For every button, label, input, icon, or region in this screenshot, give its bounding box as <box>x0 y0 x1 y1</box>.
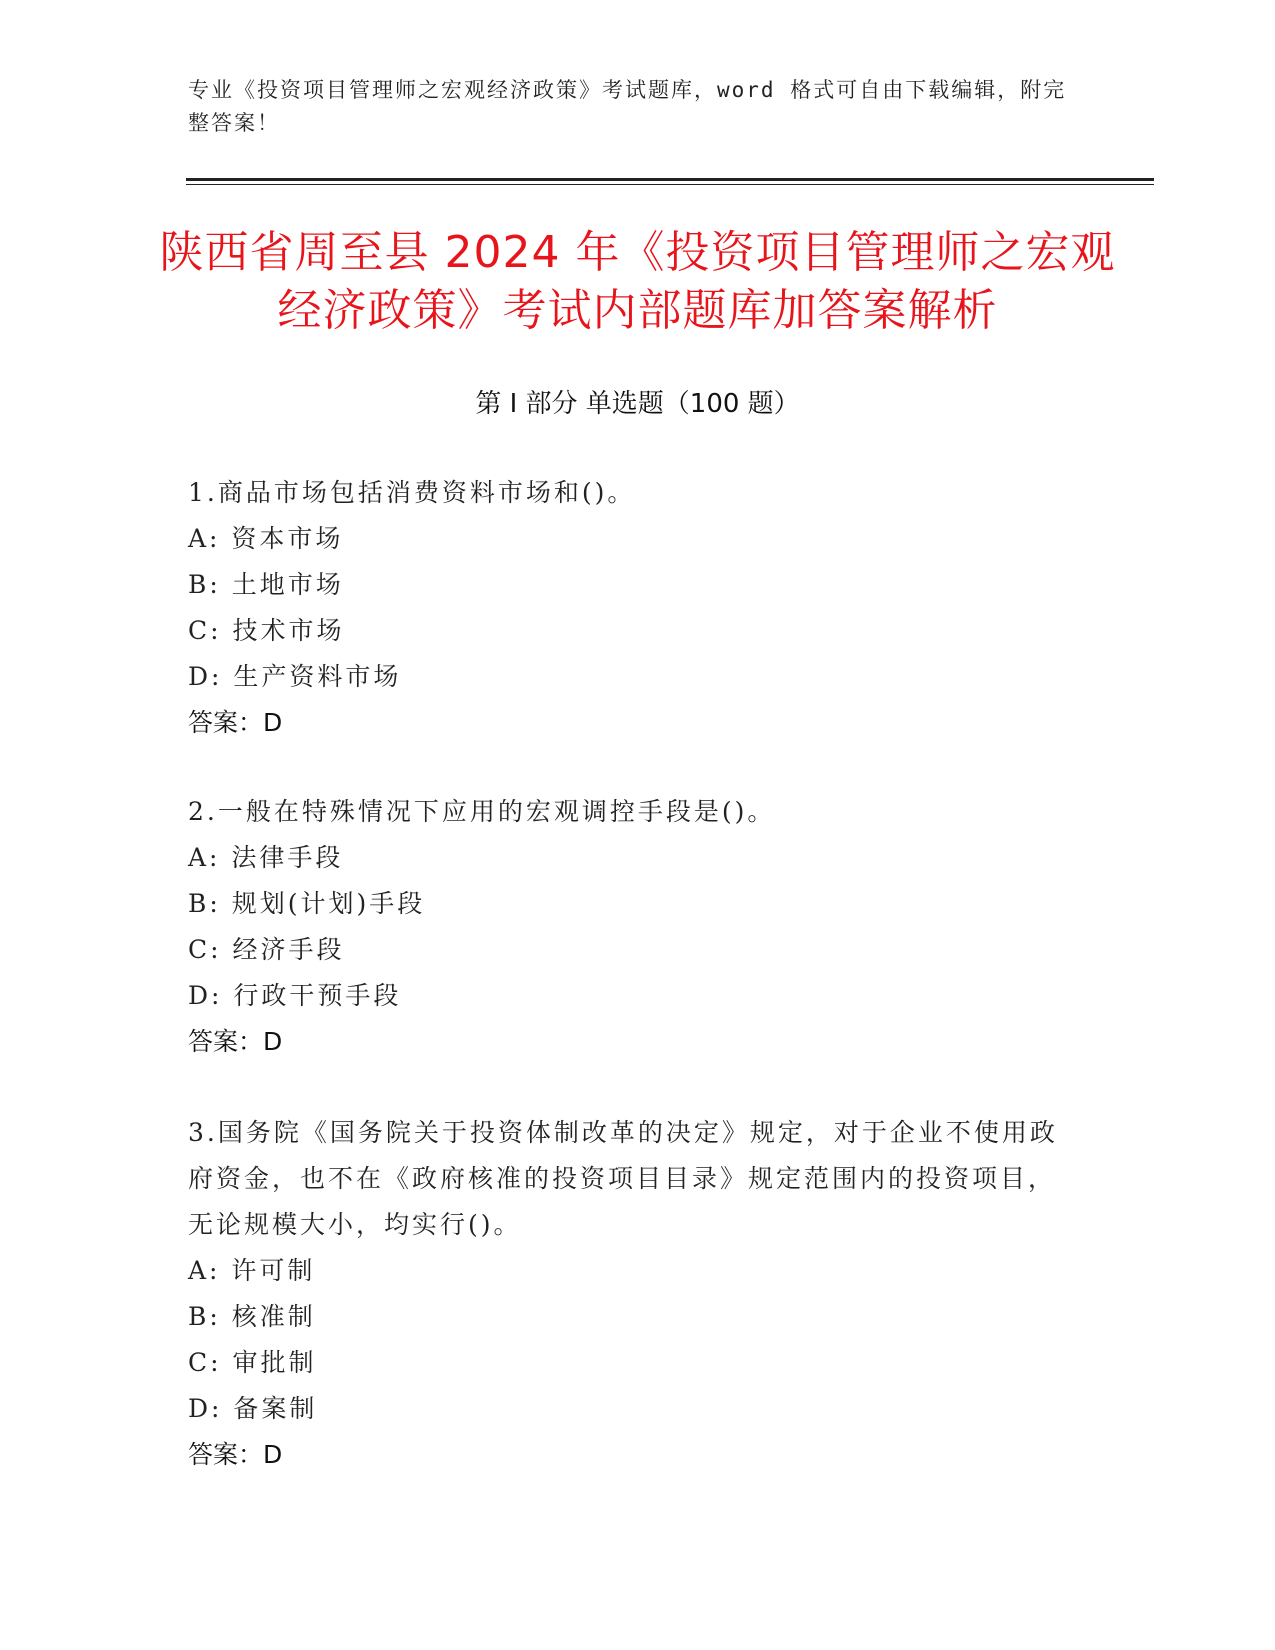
option-d: D: 行政干预手段 <box>188 981 402 1010</box>
answer: 答案：D <box>188 708 283 737</box>
option-b: B: 核准制 <box>188 1302 316 1331</box>
option-a: A: 资本市场 <box>188 524 344 553</box>
header-divider-thin <box>186 184 1154 185</box>
option-b: B: 规划(计划)手段 <box>188 889 426 918</box>
question-stem: 3.国务院《国务院关于投资体制改革的决定》规定，对于企业不使用政府资金，也不在《政府核准的投资项目目录》规定范围内的投资项目，无论规模大小，均实行()。 <box>188 1118 1058 1239</box>
option-c: C: 经济手段 <box>188 935 345 964</box>
section-title: 第 I 部分 单选题（100 题） <box>475 389 800 419</box>
answer: 答案：D <box>188 1440 283 1469</box>
question-2 <box>188 789 1068 1065</box>
option-c: C: 技术市场 <box>188 616 345 645</box>
answer: 答案：D <box>188 1027 283 1056</box>
question-1 <box>188 470 1068 746</box>
question-3 <box>188 1110 1068 1478</box>
option-d: D: 备案制 <box>188 1394 318 1423</box>
header-note: 专业《投资项目管理师之宏观经济政策》考试题库，word 格式可自由下载编辑，附完整答案！ <box>188 78 1067 135</box>
question-stem: 2.一般在特殊情况下应用的宏观调控手段是()。 <box>188 797 776 826</box>
option-c: C: 审批制 <box>188 1348 317 1377</box>
option-a: A: 许可制 <box>188 1256 316 1285</box>
document-title: 陕西省周至县 2024 年《投资项目管理师之宏观经济政策》考试内部题库加答案解析 <box>159 227 1116 336</box>
option-a: A: 法律手段 <box>188 843 344 872</box>
question-stem: 1.商品市场包括消费资料市场和()。 <box>188 478 636 507</box>
header-divider-thick <box>186 178 1154 181</box>
option-d: D: 生产资料市场 <box>188 662 402 691</box>
option-b: B: 土地市场 <box>188 570 344 599</box>
